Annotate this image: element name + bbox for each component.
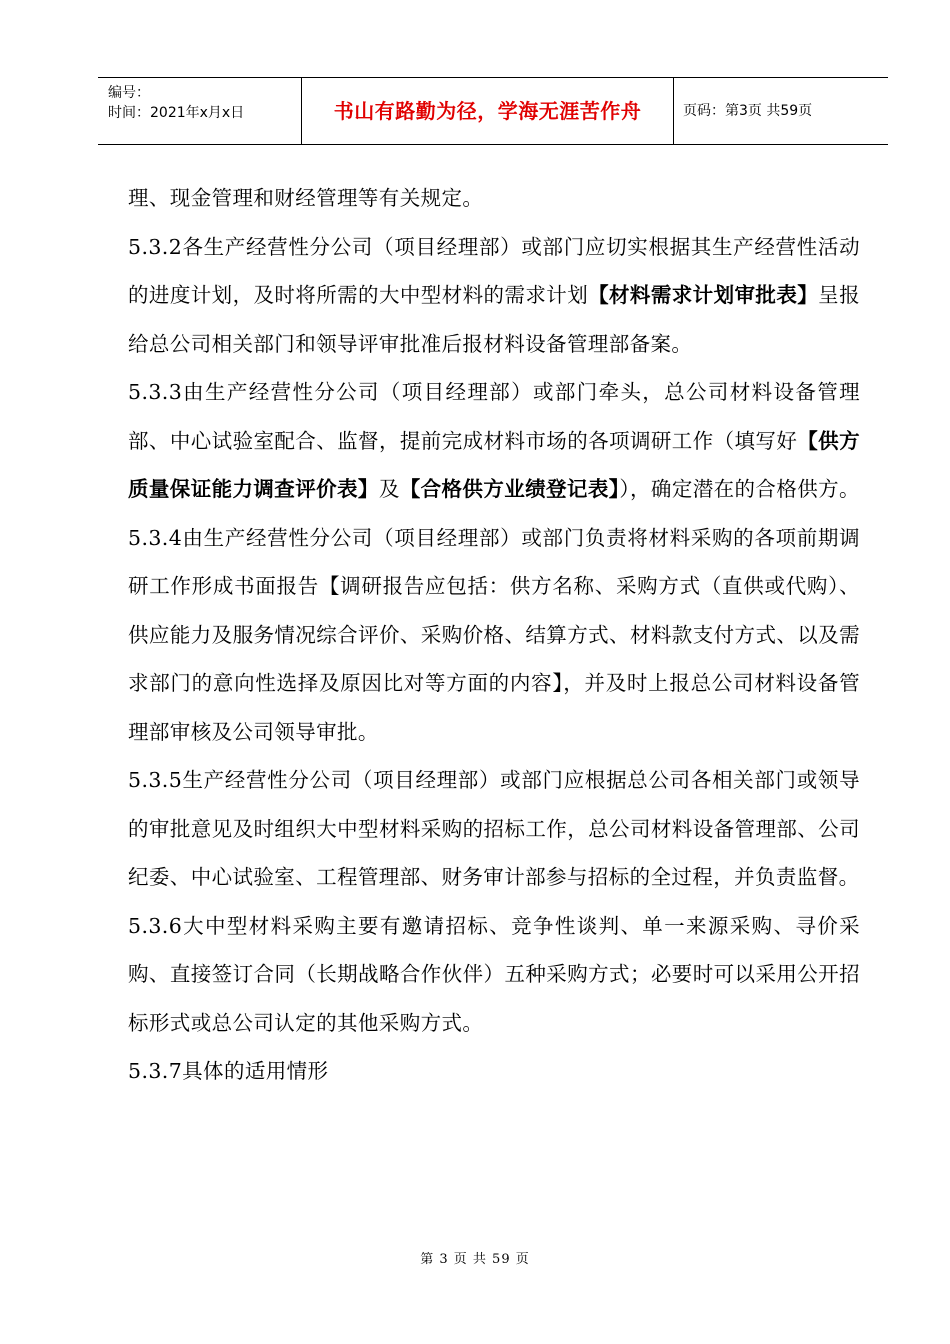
document-time-label: 时间：2021年x月x日 xyxy=(108,105,245,121)
document-number-label: 编号： xyxy=(108,85,150,101)
bold-form-reference: 【合格供方业绩登记表】 xyxy=(399,477,620,501)
paragraph-text: 5.3.5生产经营性分公司（项目经理部）或部门应根据总公司各相关部门或领导的审批意见及时组织大中型材料采购的招标工作，总公司材料设备管理部、公司纪委、中心试验室、工程管理部、财务审计部参与招标的全过程，并负责监督。 xyxy=(128,768,860,889)
paragraph-text: 5.3.3由生产经营性分公司（项目经理部）或部门牵头，总公司材料设备管理部、中心试验室配合、监督，提前完成材料市场的各项调研工作（填写好 xyxy=(128,380,860,453)
paragraph-text: 呈报给总公司相关部门和领导评审批准后报材料设备管理部备案。 xyxy=(128,283,860,356)
paragraph xyxy=(128,368,860,514)
paragraph-text: 5.3.2各生产经营性分公司（项目经理部）或部门应切实根据其生产经营性活动的进度计划，及时将所需的大中型材料的需求计划 xyxy=(128,234,860,307)
paragraph xyxy=(128,1047,860,1096)
paragraph-text: 5.3.4由生产经营性分公司（项目经理部）或部门负责将材料采购的各项前期调研工作形成书面报告【调研报告应包括：供方名称、采购方式（直供或代购）、供应能力及服务情况综合评价、采购价格、结算方式、材料款支付方式、以及需求部门的意向性选择及原因比对等方面的内容】，并及时上报总公司材料设备管理部审核及公司领导审批。 xyxy=(128,525,860,744)
header-motto: 书山有路勤为径，学海无涯苦作舟 xyxy=(333,99,642,123)
document-body xyxy=(128,174,860,1096)
page-header xyxy=(98,77,888,145)
paragraph-text: 及 xyxy=(378,477,400,501)
bold-form-reference: 【材料需求计划审批表】 xyxy=(588,283,819,307)
header-divider xyxy=(673,78,674,144)
paragraph-text: 5.3.6大中型材料采购主要有邀请招标、竞争性谈判、单一来源采购、寻价采购、直接签订合同（长期战略合作伙伴）五种采购方式；必要时可以采用公开招标形式或总公司认定的其他采购方式。 xyxy=(128,913,860,1035)
paragraph xyxy=(128,902,860,1048)
paragraph-text: ），确定潜在的合格供方。 xyxy=(619,477,860,501)
paragraph xyxy=(128,514,860,757)
paragraph xyxy=(128,223,860,369)
paragraph xyxy=(128,174,860,223)
header-meta xyxy=(108,83,308,123)
page-footer: 第 3 页 共 59 页 xyxy=(420,1252,530,1267)
paragraph-text: 5.3.7具体的适用情形 xyxy=(128,1059,329,1083)
bold-form-reference: 【供方质量保证能力调查评价表】 xyxy=(128,428,860,501)
header-page-info: 页码：第3页 共59页 xyxy=(683,103,813,119)
paragraph xyxy=(128,756,860,902)
paragraph-text: 理、现金管理和财经管理等有关规定。 xyxy=(128,186,484,210)
